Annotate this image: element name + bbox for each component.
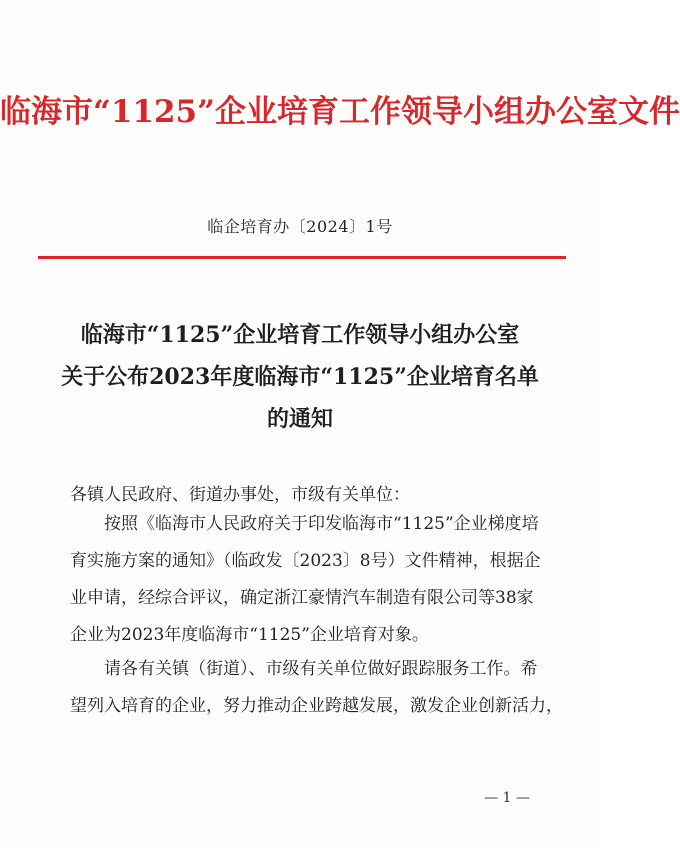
notice-title-line-3: 的通知 — [266, 406, 333, 432]
paragraph-1 — [70, 506, 562, 654]
salutation: 各镇人民政府、街道办事处，市级有关单位： — [70, 485, 410, 505]
document-header-title: 临海市“1125”企业培育工作领导小组办公室文件 — [0, 94, 680, 130]
paragraph-1-line-2: 育实施方案的通知》（临政发〔2023〕8号）文件精神，根据企 — [70, 551, 541, 571]
paragraph-1-line-1: 按照《临海市人民政府关于印发临海市“1125”企业梯度培 — [104, 514, 539, 534]
paragraph-1-line-3: 业申请，经综合评议，确定浙江豪情汽车制造有限公司等38家 — [70, 588, 534, 608]
document-number: 临企培育办〔2024〕1号 — [207, 217, 393, 236]
page-number: — 1 — — [484, 790, 530, 806]
notice-title-line-1: 临海市“1125”企业培育工作领导小组办公室 — [80, 322, 520, 348]
paragraph-2-line-1: 请各有关镇（街道）、市级有关单位做好跟踪服务工作。希 — [104, 659, 538, 679]
paragraph-1-line-4: 企业为2023年度临海市“1125”企业培育对象。 — [70, 625, 429, 645]
notice-title — [0, 314, 600, 440]
notice-title-line-2: 关于公布2023年度临海市“1125”企业培育名单 — [61, 364, 539, 390]
paragraph-2-line-2: 望列入培育的企业，努力推动企业跨越发展，激发企业创新活力， — [70, 696, 563, 716]
red-divider-line — [38, 256, 566, 259]
paragraph-2 — [70, 651, 562, 725]
